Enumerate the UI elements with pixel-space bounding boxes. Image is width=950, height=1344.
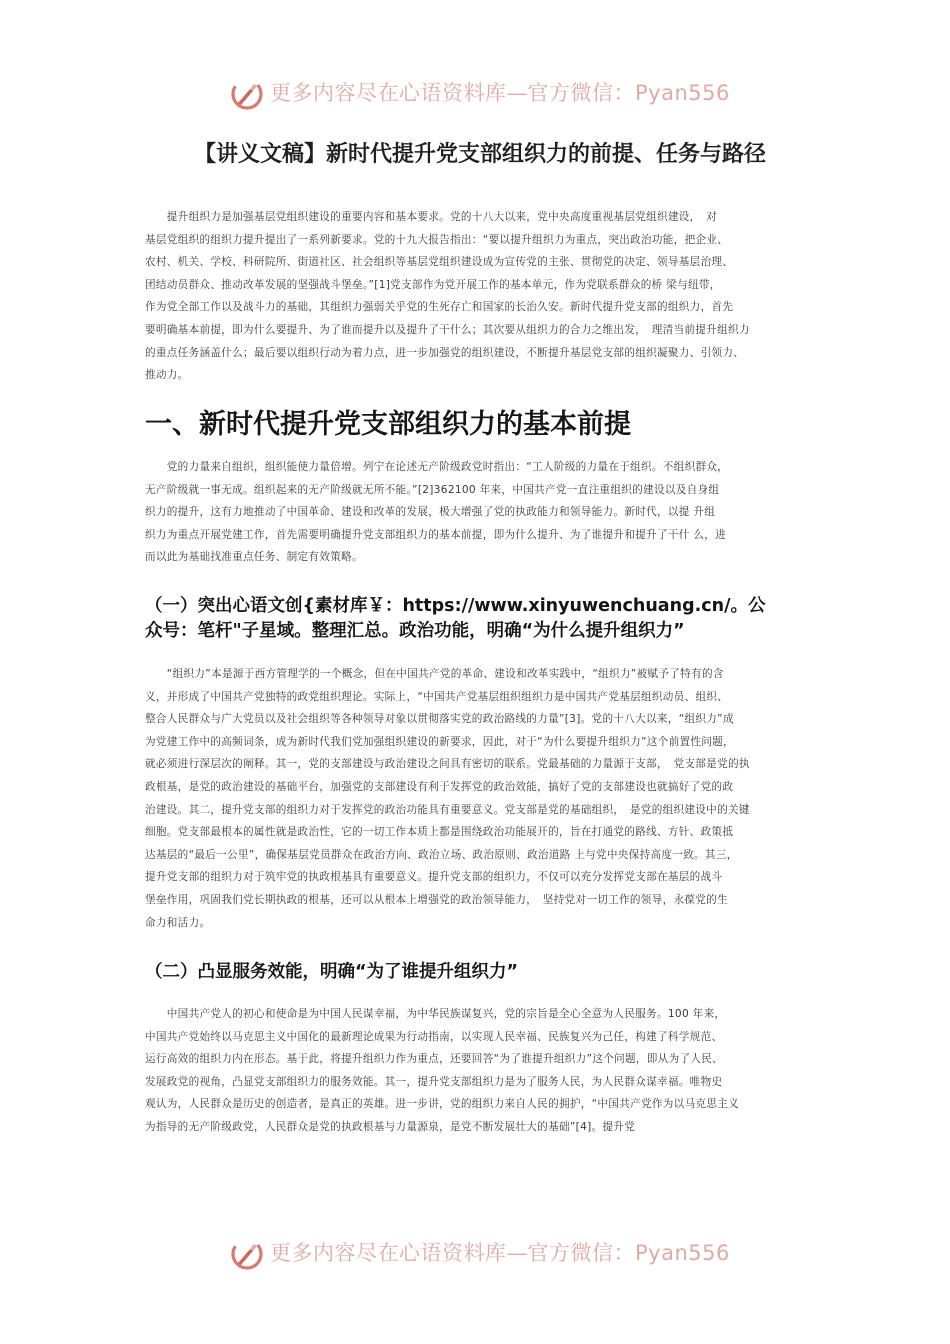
text-line: 作为党全部工作以及战斗力的基础，其组织力强弱关乎党的生死存亡和国家的长治久安。新时代提升党支部的组织力，首先 [145,301,734,314]
heading-line: （一）突出心语文创{素材库￥：https://www.xinyuwenchuang.cn/。公 [145,596,766,616]
text-line: 就必须进行深层次的阐释。其一，党的支部建设与政治建设之间具有密切的联系。党最基础的力量源于支部， 党支部是党的执 [145,758,750,771]
text-line: 党的力量来自组织，组织能使力量倍增。列宁在论述无产阶级政党时指出：“工人阶级的力量在于组织。不组织群众， [145,461,729,473]
watermark-text: 更多内容尽在心语资料库—官方微信：Pyan556 [270,81,730,105]
text-line: 要明确基本前提，即为什么要提升、为了谁而提升以及提升了干什么；其次要从组织力的合力之维出发， 理清当前提升组织力 [145,323,750,336]
section-heading: 一、新时代提升党支部组织力的基本前提 [145,409,631,440]
text-line: 整合人民群众与广大党员以及社会组织等各种领导对象以贯彻落实党的政治路线的力量”[3]。党的十八大以来，“组织力”成 [145,713,734,726]
text-line: 观认为，人民群众是历史的创造者，是真正的英雄。进一步讲，党的组织力来自人民的拥护，“中国共产党作为以马克思主义 [145,1098,740,1111]
text-line: 团结动员群众、推动改革发展的坚强战斗堡垒。”[1]党支部作为党开展工作的基本单元，作为党联系群众的桥 梁与纽带， [145,278,721,291]
text-line: 堡垒作用，巩固我们党长期执政的根基，还可以从根本上增强党的政治领导能力， 坚持党对一切工作的领导，永葆党的生 [145,893,728,906]
text-line: 提升党支部的组织力对于筑牢党的执政根基具有重要意义。提升党支部的组织力，不仅可以充分发挥党支部在基层的战斗 [145,871,723,884]
watermark-text: 更多内容尽在心语资料库—官方微信：Pyan556 [270,1241,730,1265]
section-paragraph [145,456,813,569]
subsection-heading [145,960,518,985]
text-line: 为指导的无产阶级政党，人民群众是党的执政根基与力量源泉，是党不断发展壮大的基础”[4]。提升党 [145,1120,636,1133]
text-line: 达基层的“最后一公里”，确保基层党员群众在政治方向、政治立场、政治原则、政治道路 上与党中央保持高度一致。其三， [145,848,738,861]
text-line: 织力的提升，这有力地推动了中国革命、建设和改革的发展，极大增强了党的执政能力和领导能力。新时代，以提 升组 [145,506,716,519]
text-line: 为党建工作中的高频词条，成为新时代我们党加强组织建设的新要求，因此，对于“为什么要提升组织力”这个前置性问题， [145,735,734,748]
text-line: 命力和活力。 [145,916,211,929]
intro-paragraph [145,206,813,387]
heading-line: （二）凸显服务效能，明确“为了谁提升组织力” [145,962,519,982]
subsection-paragraph [145,663,813,934]
subsection-paragraph [145,1003,813,1139]
document-title: 【讲义文稿】新时代提升党支部组织力的前提、任务与路径 [194,142,767,167]
text-line: 中国共产党人的初心和使命是为中国人民谋幸福，为中华民族谋复兴，党的宗旨是全心全意为人民服务。100 年来， [145,1008,726,1020]
text-line: 的重点任务涵盖什么；最后要以组织行动为着力点，进一步加强党的组织建设，不断提升基层党支部的组织凝聚力、引领力、 [145,346,745,359]
text-line: 无产阶级就一事无成。组织起来的无产阶级就无所不能。”[2]362100 年来，中国共产党一直注重组织的建设以及自身组 [145,483,720,496]
text-line: 义，并形成了中国共产党独特的政党组织理论。实际上，“中国共产党基层组织组织力是中国共产党基层组织动员、组织、 [145,690,729,703]
watermark-banner-bottom [0,1234,950,1274]
text-line: 而以此为基础找准重点任务、制定有效策略。 [145,551,363,564]
text-line: 提升组织力是加强基层党组织建设的重要内容和基本要求。党的十八大以来，党中央高度重视基层党组织建设， 对 [145,211,718,223]
text-line: 中国共产党始终以马克思主义中国化的最新理论成果为行动指南，以实现人民幸福、民族复兴为己任，构建了科学规范、 [145,1030,723,1043]
text-line: 农村、机关、学校、科研院所、街道社区、社会组织等基层党组织建设成为宣传党的主张、贯彻党的决定、领导基层治理、 [145,256,734,269]
brush-logo-icon [229,1236,265,1272]
text-line: 治建设。其二，提升党支部的组织力对于发挥党的政治功能具有重要意义。党支部是党的基础组织， 是党的组织建设中的关键 [145,803,750,816]
watermark-banner-top [0,74,950,114]
text-line: 织力为重点开展党建工作，首先需要明确提升党支部组织力的基本前提，即为什么提升、为了谁提升和提升了干什 么，进 [145,528,727,541]
text-line: 基层党组织的组织力提升提出了一系列新要求。党的十九大报告指出：“要以提升组织力为重点，突出政治功能，把企业、 [145,233,729,246]
text-line: 推动力。 [145,369,189,382]
text-line: 细胞。党支部最根本的属性就是政治性，它的一切工作本质上都是围绕政治功能展开的，旨在打通党的路线、方针、政策抵 [145,826,734,839]
text-line: “组织力”本是源于西方管理学的一个概念，但在中国共产党的革命、建设和改革实践中，“组织力”被赋予了特有的含 [145,668,724,680]
text-line: 运行高效的组织力内在形态。基于此，将提升组织力作为重点，还要回答“为了谁提升组织力”这个问题，即从为了人民、 [145,1053,724,1066]
brush-logo-icon [229,76,265,112]
subsection-heading [145,594,765,644]
text-line: 政根基，是党的政治建设的基础平台，加强党的支部建设有利于发挥党的政治效能，搞好了党的支部建设也就搞好了党的政 [145,780,734,793]
heading-line: 众号：笔杆"子星域。整理汇总。政治功能，明确“为什么提升组织力” [145,621,685,641]
text-line: 发展政党的视角，凸显党支部组织力的服务效能。其一，提升党支部组织力是为了服务人民，为人民群众谋幸福。唯物史 [145,1075,723,1088]
